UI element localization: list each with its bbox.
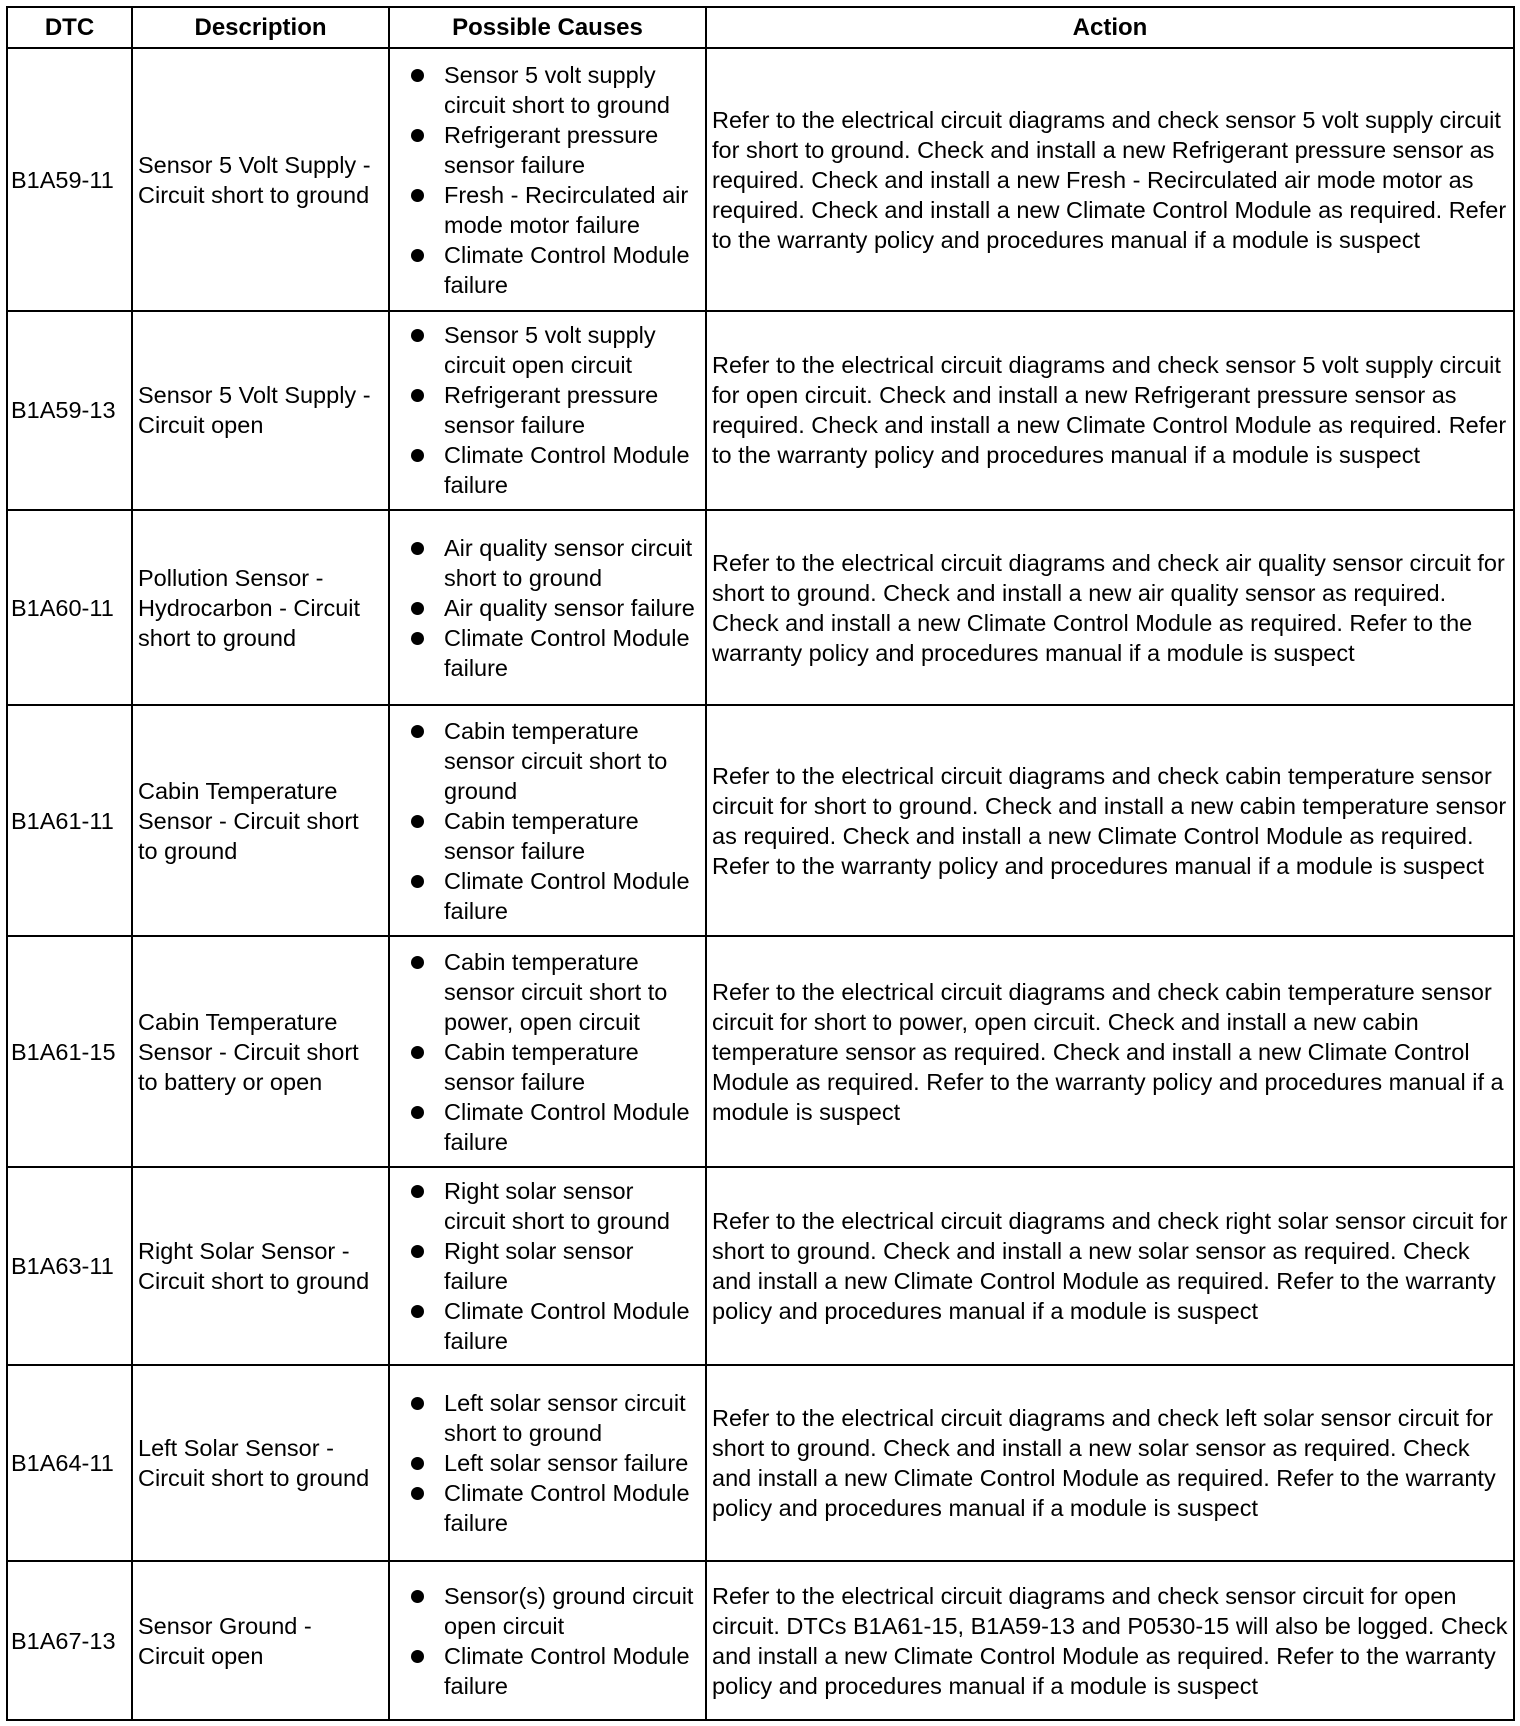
bullet-icon bbox=[411, 329, 424, 342]
causes-list bbox=[408, 947, 701, 1157]
dtc-code: B1A60-11 bbox=[7, 510, 132, 706]
action-text: Refer to the electrical circuit diagrams and check right solar sensor circuit for short to ground. Check and install a new solar sensor as required. Check and install a new Climate Control Module as required. Refer to the warranty policy and procedures manual if a module is suspect bbox=[706, 1167, 1514, 1365]
table-body bbox=[7, 48, 1514, 1720]
header-row bbox=[7, 7, 1514, 48]
bullet-icon bbox=[411, 129, 424, 142]
bullet-icon bbox=[411, 1046, 424, 1059]
cause-item bbox=[408, 1448, 701, 1478]
causes-list bbox=[408, 1581, 701, 1701]
causes-list bbox=[408, 716, 701, 926]
cause-text: Fresh - Recirculated air mode motor failure bbox=[444, 181, 689, 238]
cause-item bbox=[408, 1581, 701, 1641]
cause-text: Left solar sensor circuit short to ground bbox=[444, 1390, 686, 1447]
bullet-icon bbox=[411, 1487, 424, 1500]
header-description: Description bbox=[132, 7, 389, 48]
possible-causes-cell bbox=[389, 48, 706, 311]
action-text: Refer to the electrical circuit diagrams and check sensor 5 volt supply circuit for open circuit. Check and install a new Refrigerant pressure sensor as required. Check and install a new Climate Control Module as required. Refer to the warranty policy and procedures manual if a module is suspect bbox=[706, 311, 1514, 509]
dtc-description: Cabin Temperature Sensor - Circuit short to ground bbox=[132, 705, 389, 936]
cause-item bbox=[408, 533, 701, 593]
bullet-icon bbox=[411, 815, 424, 828]
dtc-code: B1A63-11 bbox=[7, 1167, 132, 1365]
bullet-icon bbox=[411, 632, 424, 645]
table-row bbox=[7, 1365, 1514, 1561]
cause-item bbox=[408, 623, 701, 683]
cause-item bbox=[408, 180, 701, 240]
dtc-description: Left Solar Sensor - Circuit short to ground bbox=[132, 1365, 389, 1561]
cause-text: Climate Control Module failure bbox=[444, 1642, 690, 1699]
header-dtc: DTC bbox=[7, 7, 132, 48]
bullet-icon bbox=[411, 1397, 424, 1410]
dtc-description: Sensor 5 Volt Supply - Circuit short to ground bbox=[132, 48, 389, 311]
dtc-table bbox=[6, 6, 1515, 1721]
bullet-icon bbox=[411, 1650, 424, 1663]
cause-item bbox=[408, 1641, 701, 1701]
cause-text: Cabin temperature sensor circuit short to power, open circuit bbox=[444, 948, 668, 1035]
possible-causes-cell bbox=[389, 1167, 706, 1365]
cause-item bbox=[408, 947, 701, 1037]
cause-text: Left solar sensor failure bbox=[444, 1450, 689, 1477]
action-text: Refer to the electrical circuit diagrams and check left solar sensor circuit for short to ground. Check and install a new solar sensor as required. Check and install a new Climate Control Module as required. Refer to the warranty policy and procedures manual if a module is suspect bbox=[706, 1365, 1514, 1561]
possible-causes-cell bbox=[389, 705, 706, 936]
cause-item bbox=[408, 806, 701, 866]
cause-text: Sensor 5 volt supply circuit open circuit bbox=[444, 322, 656, 379]
causes-list bbox=[408, 320, 701, 500]
cause-text: Right solar sensor failure bbox=[444, 1238, 634, 1295]
cause-text: Air quality sensor circuit short to ground bbox=[444, 534, 693, 591]
dtc-description: Pollution Sensor - Hydrocarbon - Circuit short to ground bbox=[132, 510, 389, 706]
cause-item bbox=[408, 380, 701, 440]
bullet-icon bbox=[411, 602, 424, 615]
action-text: Refer to the electrical circuit diagrams and check sensor circuit for open circuit. DTCs B1A61-15, B1A59-13 and P0530-15 will also be logged. Check and install a new Climate Control Module as required. Refer to the warranty policy and procedures manual if a module is suspect bbox=[706, 1561, 1514, 1720]
cause-text: Climate Control Module failure bbox=[444, 1098, 690, 1155]
bullet-icon bbox=[411, 449, 424, 462]
cause-text: Refrigerant pressure sensor failure bbox=[444, 382, 659, 439]
cause-text: Sensor(s) ground circuit open circuit bbox=[444, 1582, 694, 1639]
dtc-description: Sensor 5 Volt Supply - Circuit open bbox=[132, 311, 389, 509]
cause-text: Climate Control Module failure bbox=[444, 624, 690, 681]
cause-text: Climate Control Module failure bbox=[444, 1298, 690, 1355]
header-action: Action bbox=[706, 7, 1514, 48]
possible-causes-cell bbox=[389, 1365, 706, 1561]
bullet-icon bbox=[411, 725, 424, 738]
dtc-code: B1A59-11 bbox=[7, 48, 132, 311]
bullet-icon bbox=[411, 1305, 424, 1318]
bullet-icon bbox=[411, 956, 424, 969]
action-text: Refer to the electrical circuit diagrams and check cabin temperature sensor circuit for short to ground. Check and install a new cabin temperature sensor as required. Check and install a new Climate Control Module as required. Refer to the warranty policy and procedures manual if a module is suspect bbox=[706, 705, 1514, 936]
cause-item bbox=[408, 866, 701, 926]
cause-item bbox=[408, 1296, 701, 1356]
dtc-code: B1A67-13 bbox=[7, 1561, 132, 1720]
table-row bbox=[7, 936, 1514, 1167]
bullet-icon bbox=[411, 189, 424, 202]
cause-item bbox=[408, 1388, 701, 1448]
dtc-description: Right Solar Sensor - Circuit short to ground bbox=[132, 1167, 389, 1365]
cause-item bbox=[408, 716, 701, 806]
cause-text: Cabin temperature sensor circuit short to ground bbox=[444, 717, 668, 804]
cause-text: Air quality sensor failure bbox=[444, 594, 695, 621]
cause-text: Climate Control Module failure bbox=[444, 867, 690, 924]
cause-item bbox=[408, 240, 701, 300]
cause-text: Right solar sensor circuit short to ground bbox=[444, 1178, 670, 1235]
cause-item bbox=[408, 1236, 701, 1296]
bullet-icon bbox=[411, 389, 424, 402]
cause-text: Climate Control Module failure bbox=[444, 1480, 690, 1537]
bullet-icon bbox=[411, 1590, 424, 1603]
bullet-icon bbox=[411, 249, 424, 262]
cause-item bbox=[408, 1097, 701, 1157]
cause-text: Climate Control Module failure bbox=[444, 442, 690, 499]
dtc-code: B1A61-15 bbox=[7, 936, 132, 1167]
bullet-icon bbox=[411, 1457, 424, 1470]
table-row bbox=[7, 48, 1514, 311]
bullet-icon bbox=[411, 1185, 424, 1198]
table-row bbox=[7, 1167, 1514, 1365]
cause-text: Climate Control Module failure bbox=[444, 241, 690, 298]
causes-list bbox=[408, 533, 701, 683]
header-possible-causes: Possible Causes bbox=[389, 7, 706, 48]
action-text: Refer to the electrical circuit diagrams and check cabin temperature sensor circuit for short to power, open circuit. Check and install a new cabin temperature sensor as required. Check and install a new Climate Control Module as required. Refer to the warranty policy and procedures manual if a module is suspect bbox=[706, 936, 1514, 1167]
cause-item bbox=[408, 593, 701, 623]
action-text: Refer to the electrical circuit diagrams and check air quality sensor circuit for short to ground. Check and install a new air quality sensor as required. Check and install a new Climate Control Module as required. Refer to the warranty policy and procedures manual if a module is suspect bbox=[706, 510, 1514, 706]
cause-text: Sensor 5 volt supply circuit short to ground bbox=[444, 61, 670, 118]
cause-text: Cabin temperature sensor failure bbox=[444, 807, 639, 864]
bullet-icon bbox=[411, 1106, 424, 1119]
cause-text: Refrigerant pressure sensor failure bbox=[444, 121, 659, 178]
action-text: Refer to the electrical circuit diagrams and check sensor 5 volt supply circuit for short to ground. Check and install a new Refrigerant pressure sensor as required. Check and install a new Fresh - Recirculated air mode motor as required. Check and install a new Climate Control Module as required. Refer to the warranty policy and procedures manual if a module is suspect bbox=[706, 48, 1514, 311]
table-row bbox=[7, 1561, 1514, 1720]
dtc-code: B1A59-13 bbox=[7, 311, 132, 509]
dtc-code: B1A61-11 bbox=[7, 705, 132, 936]
cause-item bbox=[408, 60, 701, 120]
causes-list bbox=[408, 60, 701, 300]
table-row bbox=[7, 705, 1514, 936]
table-row bbox=[7, 311, 1514, 509]
cause-item bbox=[408, 1176, 701, 1236]
cause-item bbox=[408, 1037, 701, 1097]
causes-list bbox=[408, 1176, 701, 1356]
table-header bbox=[7, 7, 1514, 48]
table-row bbox=[7, 510, 1514, 706]
dtc-description: Sensor Ground - Circuit open bbox=[132, 1561, 389, 1720]
dtc-description: Cabin Temperature Sensor - Circuit short to battery or open bbox=[132, 936, 389, 1167]
dtc-code: B1A64-11 bbox=[7, 1365, 132, 1561]
cause-item bbox=[408, 440, 701, 500]
causes-list bbox=[408, 1388, 701, 1538]
bullet-icon bbox=[411, 542, 424, 555]
cause-item bbox=[408, 1478, 701, 1538]
possible-causes-cell bbox=[389, 936, 706, 1167]
bullet-icon bbox=[411, 875, 424, 888]
possible-causes-cell bbox=[389, 311, 706, 509]
bullet-icon bbox=[411, 69, 424, 82]
possible-causes-cell bbox=[389, 1561, 706, 1720]
cause-item bbox=[408, 120, 701, 180]
possible-causes-cell bbox=[389, 510, 706, 706]
cause-text: Cabin temperature sensor failure bbox=[444, 1038, 639, 1095]
bullet-icon bbox=[411, 1245, 424, 1258]
cause-item bbox=[408, 320, 701, 380]
